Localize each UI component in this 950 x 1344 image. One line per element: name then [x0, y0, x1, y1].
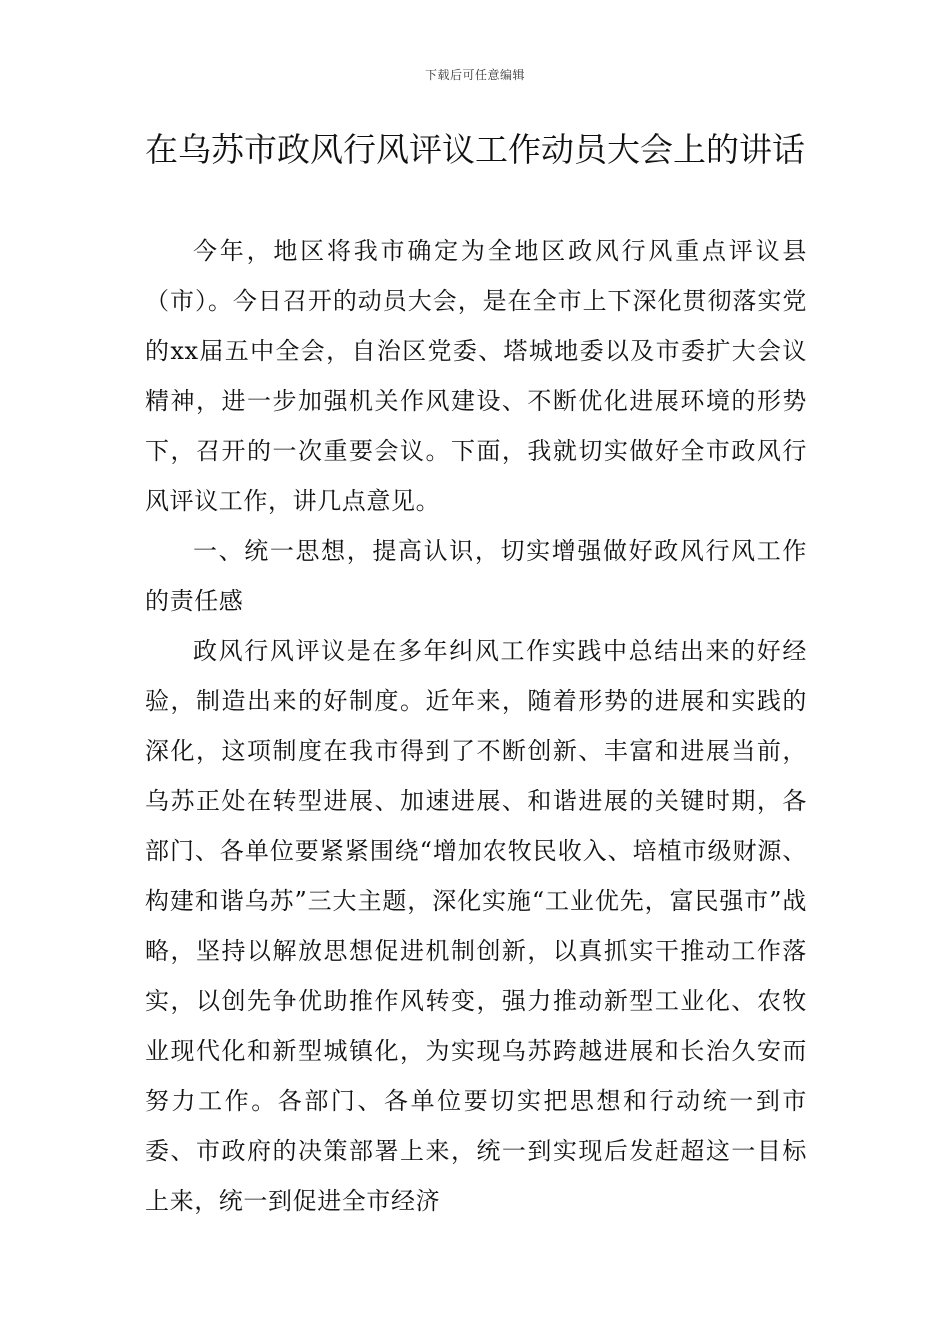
header-note: 下载后可任意编辑: [424, 68, 525, 82]
paragraph-section-1: 政风行风评议是在多年纠风工作实践中总结出来的好经验，制造出来的好制度。近年来，随着形势的进展和实践的深化，这项制度在我市得到了不断创新、丰富和进展当前，乌苏正处在转型进展、加速进展、和谐进展的关键时期，各部门、各单位要紧紧围绕“增加农牧民收入、培植市级财源、构建和谐乌苏”三大主题，深化实施“工业优先，富民强市”战略，坚持以解放思想促进机制创新，以真抓实干推动工作落实，以创先争优助推作风转变，强力推动新型工业化、农牧业现代化和新型城镇化，为实现乌苏跨越进展和长治久安而努力工作。各部门、各单位要切实把思想和行动统一到市委、市政府的决策部署上来，统一到实现后发赶超这一目标上来，统一到促进全市经济: [145, 637, 807, 1215]
section-heading-1: 一、统一思想，提高认识，切实增强做好政风行风工作的责任感: [145, 537, 807, 615]
paragraph-intro: 今年，地区将我市确定为全地区政风行风重点评议县（市）。今日召开的动员大会，是在全市上下深化贯彻落实党的xx届五中全会，自治区党委、塔城地委以及市委扩大会议精神，进一步加强机关作风建设、不断优化进展环境的形势下，召开的一次重要会议。下面，我就切实做好全市政风行风评议工作，讲几点意见。: [145, 237, 807, 515]
document-title: 在乌苏市政风行风评议工作动员大会上的讲话: [145, 130, 805, 169]
document-body: [145, 226, 807, 1226]
